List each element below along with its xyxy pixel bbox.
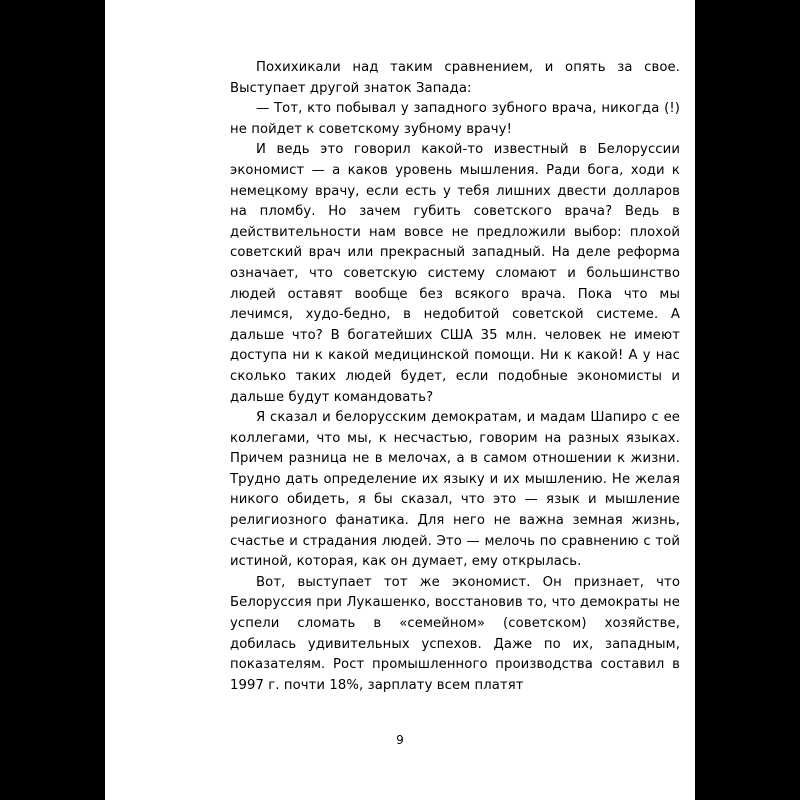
- paragraph-2: — Тот, кто побывал у западного зубного врача, никогда (!) не пойдет к советскому зубному врачу!: [230, 101, 680, 137]
- page-sheet: [105, 0, 695, 800]
- body-text-column: [230, 58, 680, 696]
- paragraph-5: Вот, выступает тот же экономист. Он признает, что Белоруссия при Лукашенко, восстановив то, что демократы не успели сломать в «семейном» (советском) хозяйстве, добилась удивительных успехов. Даже по их, западным, показателям. Рост промышленного производства составил в 1997 г. почти 18%, зарплату всем платят: [230, 574, 680, 693]
- page-number: 9: [396, 733, 404, 747]
- paragraph-3: И ведь это говорил какой-то известный в Белоруссии экономист — а каков уровень мышления. Ради бога, ходи к немецкому врачу, если есть у тебя лишних двести долларов на пломбу. Но зачем губить советского врача? Ведь в действительности нам вовсе не предложили выбор: плохой советский врач или прекрасный западный. На деле реформа означает, что советскую систему сломают и большинство людей оставят вообще без всякого врача. Пока что мы лечимся, худо-бедно, в недобитой советской системе. А дальше что? В богатейших США 35 млн. человек не имеют доступа ни к какой медицинской помощи. Ни к какой! А у нас сколько таких людей будет, если подобные экономисты и дальше будут командовать?: [230, 142, 680, 405]
- paragraph-4: Я сказал и белорусским демократам, и мадам Шапиро с ее коллегами, что мы, к несчастью, говорим на разных языках. Причем разница не в мелочах, а в самом отношении к жизни. Трудно дать определение их языку и их мышлению. Не желая никого обидеть, я бы сказал, что это — язык и мышление религиозного фанатика. Для него не важна земная жизнь, счастье и страдания людей. Это — мелочь по сравнению с той истиной, которая, как он думает, ему открылась.: [230, 410, 680, 570]
- paragraph-1: Похихикали над таким сравнением, и опять за свое. Выступает другой знаток Запада:: [230, 60, 680, 96]
